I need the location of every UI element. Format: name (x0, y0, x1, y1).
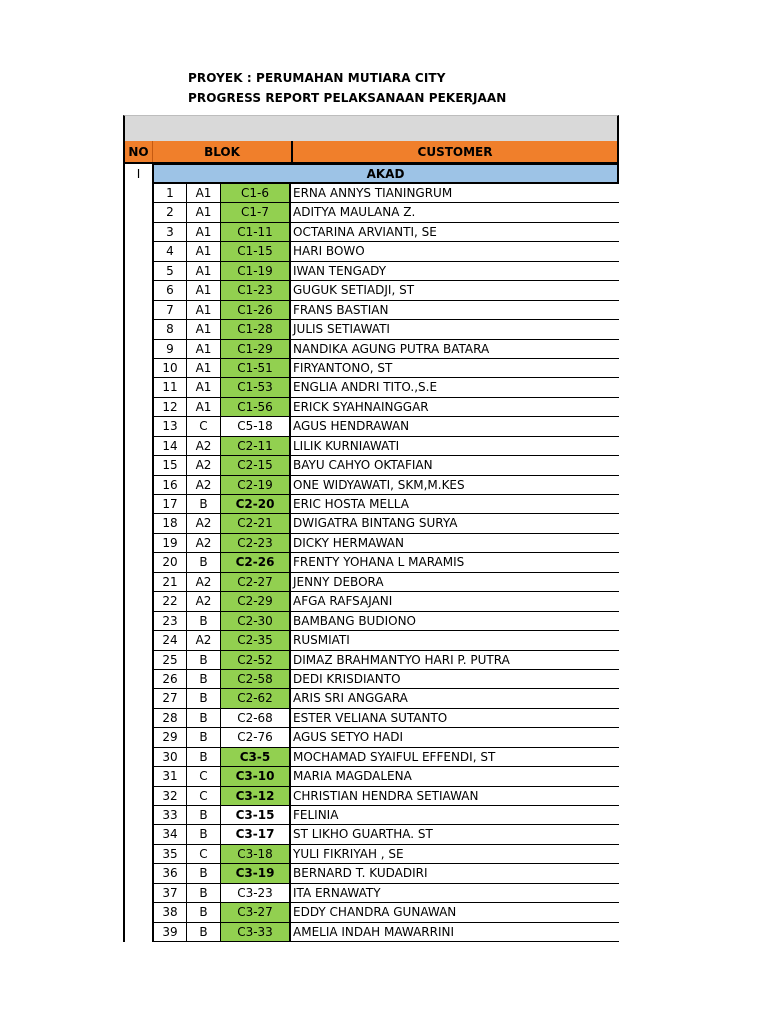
row-indent (123, 301, 152, 320)
table-row (123, 592, 619, 611)
row-blok-type: B (187, 923, 221, 942)
row-number: 16 (152, 476, 187, 495)
row-number: 8 (152, 320, 187, 339)
table-row (123, 573, 619, 592)
table-top-band (123, 115, 619, 141)
row-customer: AGUS HENDRAWAN (291, 417, 619, 436)
row-blok-type: B (187, 709, 221, 728)
row-blok-type: B (187, 728, 221, 747)
row-customer: FRENTY YOHANA L MARAMIS (291, 553, 619, 572)
row-blok-unit: C1-28 (221, 320, 291, 339)
row-customer: OCTARINA ARVIANTI, SE (291, 223, 619, 242)
row-blok-unit: C2-62 (221, 689, 291, 708)
row-blok-unit: C1-23 (221, 281, 291, 300)
project-title: PROYEK : PERUMAHAN MUTIARA CITY (188, 71, 446, 85)
row-customer: ONE WIDYAWATI, SKM,M.KES (291, 476, 619, 495)
table-row (123, 923, 619, 942)
row-blok-unit: C2-21 (221, 514, 291, 533)
row-number: 1 (152, 184, 187, 203)
row-blok-unit: C3-5 (221, 748, 291, 767)
row-number: 14 (152, 437, 187, 456)
row-blok-unit: C1-56 (221, 398, 291, 417)
row-blok-unit: C1-15 (221, 242, 291, 261)
row-blok-type: B (187, 651, 221, 670)
row-indent (123, 806, 152, 825)
row-blok-type: A1 (187, 184, 221, 203)
row-number: 26 (152, 670, 187, 689)
row-blok-type: B (187, 864, 221, 883)
row-number: 22 (152, 592, 187, 611)
table-row (123, 398, 619, 417)
row-blok-type: C (187, 417, 221, 436)
row-customer: DWIGATRA BINTANG SURYA (291, 514, 619, 533)
section-number: I (123, 164, 152, 184)
row-blok-unit: C5-18 (221, 417, 291, 436)
row-customer: AFGA RAFSAJANI (291, 592, 619, 611)
row-blok-type: B (187, 748, 221, 767)
row-blok-type: A1 (187, 281, 221, 300)
row-blok-unit: C2-20 (221, 495, 291, 514)
row-indent (123, 320, 152, 339)
table-row (123, 748, 619, 767)
row-blok-unit: C2-58 (221, 670, 291, 689)
row-indent (123, 903, 152, 922)
row-indent (123, 787, 152, 806)
row-number: 15 (152, 456, 187, 475)
row-blok-unit: C3-33 (221, 923, 291, 942)
row-indent (123, 709, 152, 728)
row-number: 17 (152, 495, 187, 514)
row-customer: BAYU CAHYO OKTAFIAN (291, 456, 619, 475)
row-number: 18 (152, 514, 187, 533)
row-customer: ENGLIA ANDRI TITO.,S.E (291, 378, 619, 397)
row-blok-type: A2 (187, 534, 221, 553)
row-blok-unit: C2-35 (221, 631, 291, 650)
row-blok-type: A1 (187, 242, 221, 261)
row-blok-type: A1 (187, 359, 221, 378)
row-blok-unit: C2-19 (221, 476, 291, 495)
row-indent (123, 456, 152, 475)
table-row (123, 242, 619, 261)
row-customer: NANDIKA AGUNG PUTRA BATARA (291, 340, 619, 359)
row-blok-unit: C3-23 (221, 884, 291, 903)
row-customer: ESTER VELIANA SUTANTO (291, 709, 619, 728)
row-customer: GUGUK SETIADJI, ST (291, 281, 619, 300)
row-customer: IWAN TENGADY (291, 262, 619, 281)
row-number: 30 (152, 748, 187, 767)
row-blok-unit: C1-51 (221, 359, 291, 378)
row-number: 38 (152, 903, 187, 922)
row-number: 32 (152, 787, 187, 806)
row-number: 6 (152, 281, 187, 300)
table-row (123, 495, 619, 514)
row-customer: FELINIA (291, 806, 619, 825)
row-number: 20 (152, 553, 187, 572)
row-customer: HARI BOWO (291, 242, 619, 261)
row-number: 31 (152, 767, 187, 786)
table-row (123, 417, 619, 436)
row-blok-type: A1 (187, 301, 221, 320)
row-blok-unit: C1-26 (221, 301, 291, 320)
row-blok-unit: C1-6 (221, 184, 291, 203)
row-blok-unit: C1-7 (221, 203, 291, 222)
row-customer: JENNY DEBORA (291, 573, 619, 592)
document-title-block (188, 70, 506, 110)
table-body (123, 184, 619, 942)
row-indent (123, 495, 152, 514)
row-blok-type: A1 (187, 340, 221, 359)
row-blok-unit: C1-29 (221, 340, 291, 359)
row-blok-unit: C2-52 (221, 651, 291, 670)
row-indent (123, 437, 152, 456)
row-blok-type: A2 (187, 437, 221, 456)
table-row (123, 281, 619, 300)
row-blok-unit: C1-11 (221, 223, 291, 242)
row-indent (123, 514, 152, 533)
row-customer: JULIS SETIAWATI (291, 320, 619, 339)
row-customer: BERNARD T. KUDADIRI (291, 864, 619, 883)
row-blok-type: B (187, 495, 221, 514)
table-row (123, 825, 619, 844)
row-blok-type: C (187, 767, 221, 786)
table-row (123, 553, 619, 572)
row-blok-unit: C3-18 (221, 845, 291, 864)
row-customer: ERICK SYAHNAINGGAR (291, 398, 619, 417)
row-customer: DEDI KRISDIANTO (291, 670, 619, 689)
row-customer: MARIA MAGDALENA (291, 767, 619, 786)
row-blok-type: B (187, 806, 221, 825)
row-number: 13 (152, 417, 187, 436)
table-row (123, 223, 619, 242)
row-blok-type: A1 (187, 203, 221, 222)
row-indent (123, 281, 152, 300)
row-number: 12 (152, 398, 187, 417)
row-blok-type: A1 (187, 378, 221, 397)
row-blok-unit: C3-12 (221, 787, 291, 806)
section-label: AKAD (152, 164, 619, 184)
progress-table (123, 115, 619, 942)
row-indent (123, 262, 152, 281)
row-number: 9 (152, 340, 187, 359)
row-blok-type: A2 (187, 592, 221, 611)
table-row (123, 864, 619, 883)
row-blok-type: A2 (187, 476, 221, 495)
row-customer: ST LIKHO GUARTHA. ST (291, 825, 619, 844)
row-blok-unit: C2-11 (221, 437, 291, 456)
row-indent (123, 398, 152, 417)
row-indent (123, 767, 152, 786)
table-row (123, 845, 619, 864)
row-customer: FIRYANTONO, ST (291, 359, 619, 378)
row-number: 24 (152, 631, 187, 650)
row-indent (123, 748, 152, 767)
row-customer: RUSMIATI (291, 631, 619, 650)
row-blok-unit: C2-26 (221, 553, 291, 572)
row-blok-unit: C1-53 (221, 378, 291, 397)
row-customer: EDDY CHANDRA GUNAWAN (291, 903, 619, 922)
table-row (123, 670, 619, 689)
section-row (123, 164, 619, 184)
row-blok-type: A1 (187, 262, 221, 281)
row-number: 21 (152, 573, 187, 592)
table-row (123, 476, 619, 495)
table-row (123, 378, 619, 397)
row-customer: ADITYA MAULANA Z. (291, 203, 619, 222)
row-indent (123, 242, 152, 261)
row-indent (123, 553, 152, 572)
row-indent (123, 592, 152, 611)
row-blok-unit: C2-23 (221, 534, 291, 553)
row-blok-unit: C1-19 (221, 262, 291, 281)
row-number: 27 (152, 689, 187, 708)
header-blok: BLOK (153, 141, 293, 162)
row-number: 34 (152, 825, 187, 844)
header-no: NO (125, 141, 153, 162)
row-indent (123, 670, 152, 689)
row-blok-unit: C3-17 (221, 825, 291, 844)
row-number: 36 (152, 864, 187, 883)
row-indent (123, 340, 152, 359)
row-blok-type: B (187, 884, 221, 903)
row-blok-type: A2 (187, 631, 221, 650)
row-blok-type: C (187, 787, 221, 806)
row-blok-unit: C3-27 (221, 903, 291, 922)
table-row (123, 709, 619, 728)
table-row (123, 359, 619, 378)
table-row (123, 903, 619, 922)
row-blok-type: A2 (187, 456, 221, 475)
table-row (123, 631, 619, 650)
row-customer: FRANS BASTIAN (291, 301, 619, 320)
row-blok-type: A1 (187, 223, 221, 242)
row-customer: BAMBANG BUDIONO (291, 612, 619, 631)
table-row (123, 728, 619, 747)
row-blok-type: A2 (187, 514, 221, 533)
row-customer: ERNA ANNYS TIANINGRUM (291, 184, 619, 203)
table-row (123, 806, 619, 825)
row-blok-unit: C2-15 (221, 456, 291, 475)
row-customer: AGUS SETYO HADI (291, 728, 619, 747)
row-blok-type: C (187, 845, 221, 864)
row-blok-type: B (187, 553, 221, 572)
row-number: 23 (152, 612, 187, 631)
table-row (123, 340, 619, 359)
table-row (123, 534, 619, 553)
table-row (123, 651, 619, 670)
table-row (123, 184, 619, 203)
row-blok-unit: C3-15 (221, 806, 291, 825)
row-indent (123, 184, 152, 203)
row-indent (123, 573, 152, 592)
row-customer: ARIS SRI ANGGARA (291, 689, 619, 708)
table-row (123, 767, 619, 786)
row-customer: DICKY HERMAWAN (291, 534, 619, 553)
row-indent (123, 923, 152, 942)
table-header-row (123, 141, 619, 164)
row-customer: YULI FIKRIYAH , SE (291, 845, 619, 864)
table-row (123, 262, 619, 281)
row-indent (123, 223, 152, 242)
row-indent (123, 476, 152, 495)
row-customer: AMELIA INDAH MAWARRINI (291, 923, 619, 942)
row-number: 28 (152, 709, 187, 728)
table-row (123, 612, 619, 631)
row-customer: MOCHAMAD SYAIFUL EFFENDI, ST (291, 748, 619, 767)
row-customer: ITA ERNAWATY (291, 884, 619, 903)
row-number: 4 (152, 242, 187, 261)
table-row (123, 203, 619, 222)
header-customer: CUSTOMER (417, 144, 493, 159)
report-title: PROGRESS REPORT PELAKSANAAN PEKERJAAN (188, 91, 507, 105)
row-number: 10 (152, 359, 187, 378)
row-indent (123, 845, 152, 864)
row-number: 19 (152, 534, 187, 553)
table-row (123, 320, 619, 339)
row-customer: ERIC HOSTA MELLA (291, 495, 619, 514)
row-number: 29 (152, 728, 187, 747)
row-blok-unit: C2-27 (221, 573, 291, 592)
row-indent (123, 203, 152, 222)
row-blok-unit: C3-10 (221, 767, 291, 786)
row-number: 3 (152, 223, 187, 242)
table-row (123, 456, 619, 475)
row-blok-type: B (187, 689, 221, 708)
row-customer: CHRISTIAN HENDRA SETIAWAN (291, 787, 619, 806)
row-indent (123, 825, 152, 844)
row-number: 7 (152, 301, 187, 320)
row-blok-type: B (187, 670, 221, 689)
row-indent (123, 651, 152, 670)
row-blok-unit: C3-19 (221, 864, 291, 883)
row-blok-type: A2 (187, 573, 221, 592)
row-number: 2 (152, 203, 187, 222)
row-blok-unit: C2-30 (221, 612, 291, 631)
row-number: 11 (152, 378, 187, 397)
row-blok-unit: C2-68 (221, 709, 291, 728)
row-indent (123, 864, 152, 883)
row-indent (123, 884, 152, 903)
row-blok-unit: C2-76 (221, 728, 291, 747)
row-indent (123, 534, 152, 553)
row-blok-type: B (187, 903, 221, 922)
table-row (123, 787, 619, 806)
row-customer: LILIK KURNIAWATI (291, 437, 619, 456)
row-indent (123, 612, 152, 631)
row-blok-type: B (187, 825, 221, 844)
row-number: 33 (152, 806, 187, 825)
table-row (123, 689, 619, 708)
row-blok-type: A1 (187, 398, 221, 417)
row-indent (123, 359, 152, 378)
table-row (123, 437, 619, 456)
row-blok-type: A1 (187, 320, 221, 339)
row-indent (123, 728, 152, 747)
row-number: 5 (152, 262, 187, 281)
row-blok-unit: C2-29 (221, 592, 291, 611)
row-number: 35 (152, 845, 187, 864)
table-row (123, 514, 619, 533)
row-indent (123, 417, 152, 436)
row-number: 39 (152, 923, 187, 942)
row-indent (123, 378, 152, 397)
row-indent (123, 631, 152, 650)
table-row (123, 301, 619, 320)
row-blok-type: B (187, 612, 221, 631)
row-indent (123, 689, 152, 708)
row-number: 25 (152, 651, 187, 670)
row-number: 37 (152, 884, 187, 903)
row-customer: DIMAZ BRAHMANTYO HARI P. PUTRA (291, 651, 619, 670)
table-row (123, 884, 619, 903)
